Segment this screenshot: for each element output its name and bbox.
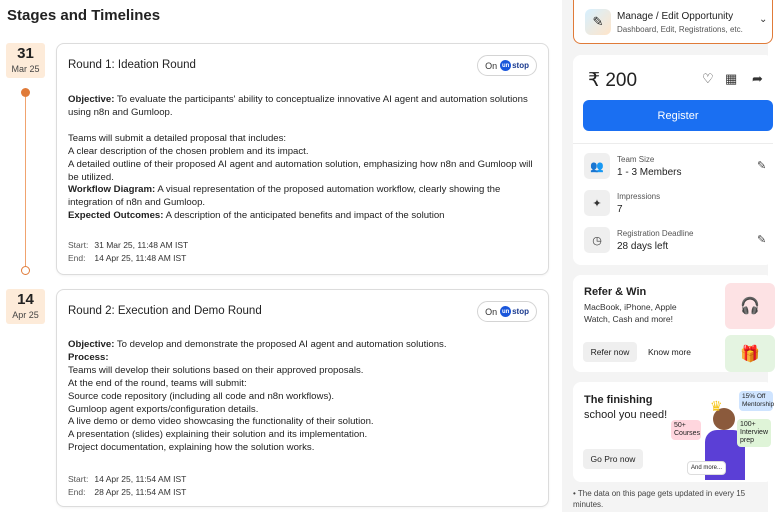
manage-opportunity-card[interactable] xyxy=(573,0,773,44)
timeline-dot xyxy=(21,88,30,97)
on-label: On xyxy=(485,60,498,71)
divider xyxy=(573,143,773,144)
round-1-card xyxy=(56,43,549,275)
round-1-platform-pill[interactable] xyxy=(477,55,537,76)
round-2-start: 14 Apr 25, 11:54 AM IST xyxy=(94,474,187,484)
unstop-logo-icon: un stop xyxy=(501,61,529,70)
refer-description: MacBook, iPhone, Apple Watch, Cash and more! xyxy=(584,302,677,324)
manage-title: Manage / Edit Opportunity xyxy=(617,11,734,22)
pencil-icon[interactable]: ✎ xyxy=(757,234,767,246)
round-1-times: Start: 31 Mar 25, 11:48 AM IST End: 14 Apr 25, 11:48 AM IST xyxy=(68,240,189,263)
round-1-date-month: Mar 25 xyxy=(11,64,40,74)
know-more-link[interactable]: Know more xyxy=(648,347,691,357)
timeline-end-dot xyxy=(21,266,30,275)
team-size-value: 1 - 3 Members xyxy=(617,167,682,178)
go-pro-button[interactable]: Go Pro now xyxy=(583,449,643,469)
refer-win-card xyxy=(573,275,773,372)
team-icon: 👥 xyxy=(584,153,610,179)
refer-now-button[interactable]: Refer now xyxy=(583,342,637,362)
sidebar xyxy=(562,0,775,512)
refer-title: Refer & Win xyxy=(584,286,647,298)
mentorship-tag: 15% Off Mentorship xyxy=(739,391,773,411)
price: ₹ 200 xyxy=(588,70,638,91)
impressions-label: Impressions xyxy=(617,192,661,201)
edit-opportunity-icon: ✎ xyxy=(585,9,611,35)
round-2-title: Round 2: Execution and Demo Round xyxy=(68,305,262,317)
gift-icon: 🎁 xyxy=(725,335,775,372)
person-illustration-icon: ♛ xyxy=(703,398,747,480)
pencil-icon[interactable]: ✎ xyxy=(757,160,767,172)
on-label: On xyxy=(485,306,498,317)
round-1-date-day: 31 xyxy=(17,45,34,62)
and-more-tag: And more... xyxy=(687,461,726,475)
clock-icon: ◷ xyxy=(584,227,610,253)
impressions-value: 7 xyxy=(617,204,623,215)
round-1-start: 31 Mar 25, 11:48 AM IST xyxy=(94,240,189,250)
round-2-date-month: Apr 25 xyxy=(12,310,39,320)
round-1-date-badge xyxy=(6,43,45,78)
round-1-description: Objective: To evaluate the participants' ability to conceptualize innovative AI agent and automation solutions using n8n and Gumloop. Teams will submit a detailed proposal that includes: A clear description of the chosen problem and its impact. A detailed outline of their proposed AI agent and automation solution, emphasizing how n8n and Gumloop will be utilized. Workflow Diagram: A visual representation of the proposed automation workflow, clearly showing the integration of n8n and Gumloop. Expected Outcomes: A description of the anticipated benefits and impact of the solution xyxy=(68,94,533,222)
timeline-line xyxy=(25,97,26,266)
chevron-down-icon[interactable]: ⌄ xyxy=(759,14,768,25)
round-2-date-day: 14 xyxy=(17,291,34,308)
page-title: Stages and Timelines xyxy=(7,7,161,24)
round-1-end: 14 Apr 25, 11:48 AM IST xyxy=(94,253,187,263)
round-2-card xyxy=(56,289,549,507)
deadline-label: Registration Deadline xyxy=(617,229,694,238)
earbuds-icon: 🎧 xyxy=(725,283,775,329)
deadline-value: 28 days left xyxy=(617,241,669,252)
courses-tag: 50+ Courses xyxy=(671,420,701,440)
calendar-icon[interactable]: ▦ xyxy=(725,71,738,86)
pro-title: The finishing school you need! xyxy=(584,394,668,421)
go-pro-card xyxy=(573,382,773,482)
price-card xyxy=(573,55,773,265)
round-2-times: Start: 14 Apr 25, 11:54 AM IST End: 28 Apr 25, 11:54 AM IST xyxy=(68,474,187,497)
round-2-end: 28 Apr 25, 11:54 AM IST xyxy=(94,487,187,497)
round-1-title: Round 1: Ideation Round xyxy=(68,59,196,71)
sparkle-icon: ✦ xyxy=(584,190,610,216)
register-button[interactable]: Register xyxy=(583,100,773,131)
unstop-logo-icon: un stop xyxy=(501,307,529,316)
round-2-description: Objective: To develop and demonstrate the proposed AI agent and automation solutions. Process: Teams will develop their solutions based on their approved proposals. At the end of the round, teams will submit: Source code repository (including all code and n8n workflows). Gumloop agent exports/configuration details. A live demo or demo video showcasing the functionality of their solution. A presentation (slides) explaining their solution and its implementation. Project documentation, explaining how the solution works. xyxy=(68,339,447,454)
round-2-platform-pill[interactable] xyxy=(477,301,537,322)
update-footnote: • The data on this page gets updated in every 15 minutes. xyxy=(573,489,746,509)
interview-prep-tag: 100+ Interview prep xyxy=(737,419,771,447)
round-2-date-badge xyxy=(6,289,45,324)
share-icon[interactable]: ➦ xyxy=(752,71,763,86)
heart-icon[interactable]: ♡ xyxy=(702,71,714,86)
manage-subtitle: Dashboard, Edit, Registrations, etc. xyxy=(617,25,743,34)
team-size-label: Team Size xyxy=(617,155,655,164)
